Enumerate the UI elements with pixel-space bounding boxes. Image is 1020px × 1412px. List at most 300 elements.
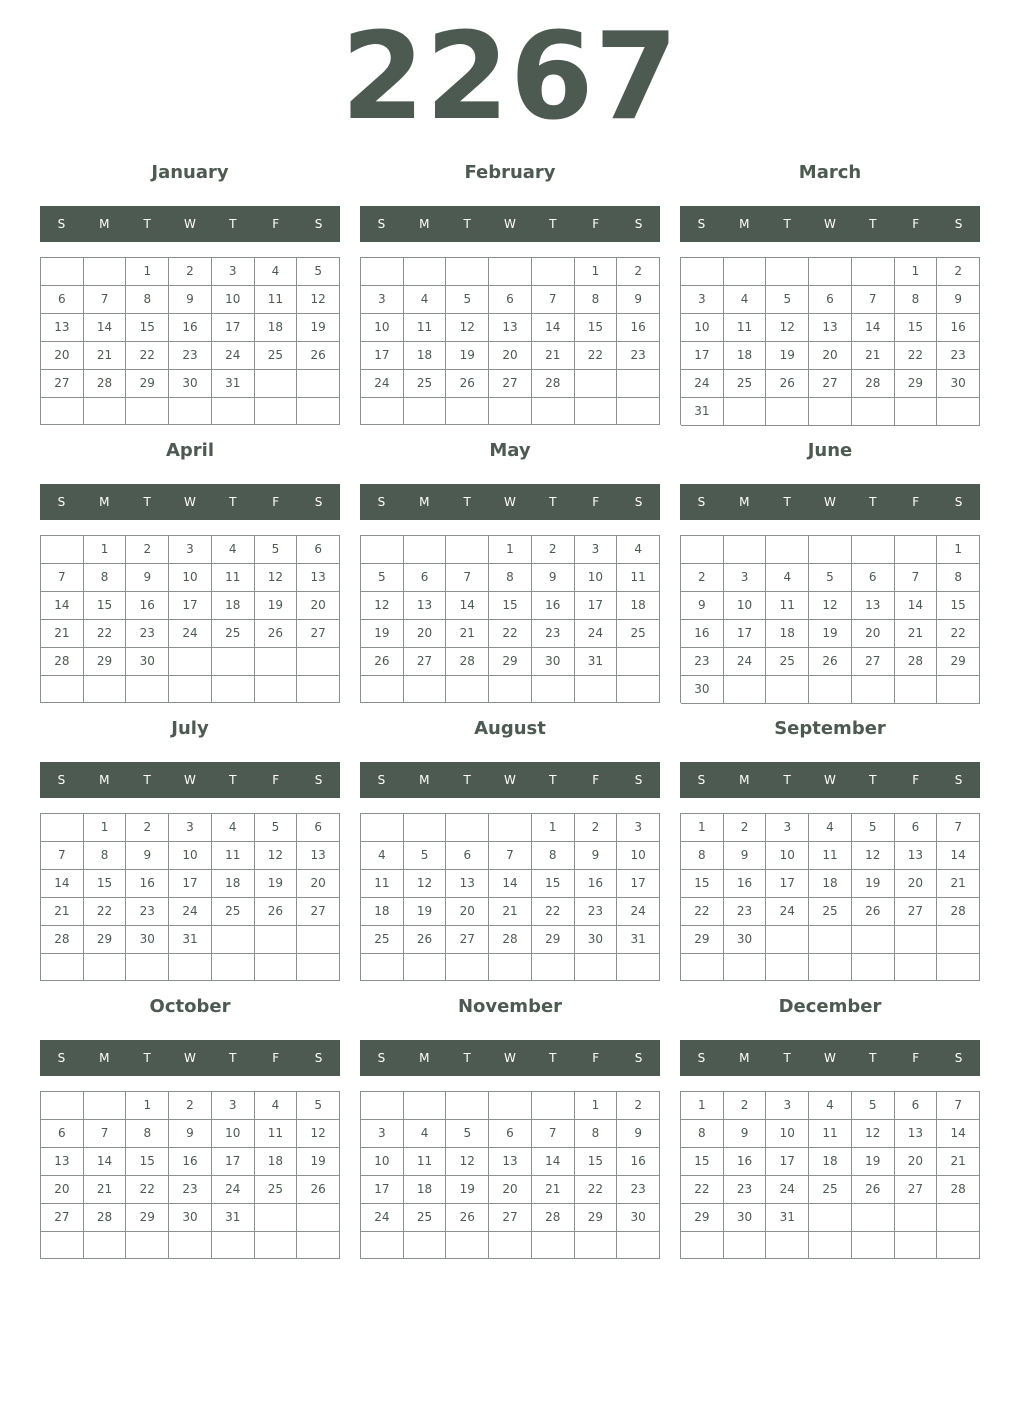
- day-cell: 25: [212, 620, 255, 648]
- day-cell: 22: [681, 1176, 724, 1204]
- month-name: November: [457, 996, 563, 1017]
- day-cell: [169, 676, 212, 703]
- day-cell: [852, 954, 895, 981]
- day-cell: 21: [41, 620, 84, 648]
- weekday-label: F: [912, 1051, 920, 1065]
- day-cell: 4: [212, 536, 255, 564]
- day-cell: 19: [852, 1148, 895, 1176]
- day-cell: [297, 676, 340, 703]
- weekday-label: M: [739, 773, 750, 787]
- day-cell: 14: [489, 870, 532, 898]
- weekday-label: T: [463, 1051, 471, 1065]
- weekday-label: S: [314, 217, 323, 231]
- day-cell: 15: [489, 592, 532, 620]
- day-cell: 22: [126, 342, 169, 370]
- day-cell: 25: [809, 1176, 852, 1204]
- day-cell: 28: [489, 926, 532, 954]
- weekday-label: M: [99, 495, 110, 509]
- day-cell: 20: [446, 898, 489, 926]
- weekday-label: S: [634, 217, 643, 231]
- day-cell: 12: [809, 592, 852, 620]
- day-cell: [255, 926, 298, 954]
- day-cell: 17: [617, 870, 660, 898]
- day-cell: 6: [852, 564, 895, 592]
- day-cell: 30: [126, 926, 169, 954]
- day-cell: [617, 370, 660, 398]
- day-cell: 7: [489, 842, 532, 870]
- day-cell: 23: [126, 620, 169, 648]
- weekday-label: W: [824, 217, 836, 231]
- day-cell: 18: [212, 870, 255, 898]
- day-cell: 20: [489, 1176, 532, 1204]
- day-cell: 2: [126, 536, 169, 564]
- weekday-header: [360, 206, 660, 242]
- weekday-header: [40, 762, 340, 798]
- weekday-label: S: [377, 217, 386, 231]
- day-cell: 19: [852, 870, 895, 898]
- weekday-label: W: [184, 1051, 196, 1065]
- day-cell: [446, 1092, 489, 1120]
- day-cell: 3: [766, 814, 809, 842]
- day-cell: 20: [404, 620, 447, 648]
- day-cell: [169, 1232, 212, 1259]
- day-cell: 21: [852, 342, 895, 370]
- day-cell: [489, 398, 532, 425]
- day-cell: [852, 398, 895, 426]
- weekday-label: S: [57, 495, 66, 509]
- weekday-header: [360, 1040, 660, 1076]
- weekday-label: M: [419, 495, 430, 509]
- day-cell: [617, 648, 660, 676]
- day-cell: [937, 1204, 980, 1232]
- day-cell: 3: [169, 536, 212, 564]
- day-cell: [532, 1232, 575, 1259]
- day-cell: 26: [809, 648, 852, 676]
- day-cell: 9: [126, 564, 169, 592]
- day-cell: [84, 954, 127, 981]
- day-cell: [41, 814, 84, 842]
- day-cell: [361, 536, 404, 564]
- weekday-label: S: [954, 773, 963, 787]
- weekday-label: M: [99, 773, 110, 787]
- day-cell: 6: [41, 286, 84, 314]
- day-cell: [724, 536, 767, 564]
- day-cell: [852, 1232, 895, 1259]
- day-cell: 28: [41, 926, 84, 954]
- day-cell: 13: [41, 1148, 84, 1176]
- day-cell: [489, 954, 532, 981]
- day-cell: 12: [446, 314, 489, 342]
- day-cell: 24: [169, 620, 212, 648]
- weekday-label: T: [143, 217, 151, 231]
- month-name: July: [171, 718, 209, 739]
- day-grid: [680, 257, 980, 425]
- day-cell: [809, 954, 852, 981]
- day-cell: [446, 1232, 489, 1259]
- day-cell: 5: [297, 1092, 340, 1120]
- day-cell: [126, 676, 169, 703]
- day-cell: 14: [84, 1148, 127, 1176]
- day-cell: [895, 1232, 938, 1259]
- day-cell: [766, 676, 809, 704]
- day-cell: 9: [617, 1120, 660, 1148]
- day-cell: 12: [852, 842, 895, 870]
- day-cell: 16: [126, 592, 169, 620]
- day-cell: [937, 676, 980, 704]
- weekday-label: T: [783, 495, 791, 509]
- day-cell: 18: [404, 342, 447, 370]
- weekday-label: M: [419, 1051, 430, 1065]
- day-cell: 31: [766, 1204, 809, 1232]
- day-cell: [724, 398, 767, 426]
- weekday-label: F: [272, 217, 280, 231]
- day-cell: [766, 258, 809, 286]
- day-cell: 24: [766, 898, 809, 926]
- day-cell: [724, 258, 767, 286]
- day-cell: 17: [212, 1148, 255, 1176]
- day-cell: [41, 954, 84, 981]
- day-cell: [446, 954, 489, 981]
- day-cell: 2: [617, 1092, 660, 1120]
- day-cell: 11: [255, 286, 298, 314]
- day-cell: 8: [895, 286, 938, 314]
- weekday-label: S: [634, 773, 643, 787]
- day-cell: [297, 370, 340, 398]
- day-cell: 5: [852, 1092, 895, 1120]
- month-name: March: [798, 162, 862, 183]
- day-cell: 7: [852, 286, 895, 314]
- day-cell: 3: [724, 564, 767, 592]
- day-cell: [617, 676, 660, 703]
- day-cell: 26: [852, 898, 895, 926]
- weekday-label: S: [697, 495, 706, 509]
- day-cell: [575, 370, 618, 398]
- weekday-label: T: [549, 217, 557, 231]
- day-cell: 1: [489, 536, 532, 564]
- day-grid: [360, 257, 660, 425]
- weekday-label: S: [697, 1051, 706, 1065]
- day-cell: 16: [126, 870, 169, 898]
- day-cell: 25: [255, 1176, 298, 1204]
- day-cell: 5: [852, 814, 895, 842]
- day-cell: 2: [169, 258, 212, 286]
- day-cell: 29: [895, 370, 938, 398]
- day-cell: [41, 398, 84, 425]
- weekday-label: T: [143, 495, 151, 509]
- day-cell: [41, 1232, 84, 1259]
- weekday-header: [680, 762, 980, 798]
- weekday-label: T: [549, 1051, 557, 1065]
- day-cell: 26: [446, 370, 489, 398]
- day-cell: 18: [255, 1148, 298, 1176]
- day-cell: 6: [297, 814, 340, 842]
- day-cell: 24: [681, 370, 724, 398]
- weekday-label: F: [592, 773, 600, 787]
- day-cell: [361, 1092, 404, 1120]
- day-cell: [489, 814, 532, 842]
- weekday-label: S: [57, 1051, 66, 1065]
- day-cell: [489, 676, 532, 703]
- day-cell: [41, 258, 84, 286]
- weekday-label: T: [549, 495, 557, 509]
- day-cell: 17: [724, 620, 767, 648]
- day-grid: [360, 813, 660, 981]
- day-cell: [297, 926, 340, 954]
- day-cell: 25: [212, 898, 255, 926]
- day-cell: 9: [724, 1120, 767, 1148]
- day-cell: 23: [724, 898, 767, 926]
- day-cell: 11: [617, 564, 660, 592]
- day-cell: 30: [724, 926, 767, 954]
- day-cell: 25: [766, 648, 809, 676]
- day-cell: 20: [809, 342, 852, 370]
- day-cell: [575, 676, 618, 703]
- day-cell: 10: [724, 592, 767, 620]
- day-cell: [84, 1232, 127, 1259]
- day-cell: [617, 954, 660, 981]
- day-cell: [766, 954, 809, 981]
- day-cell: 17: [361, 342, 404, 370]
- day-cell: 16: [169, 314, 212, 342]
- weekday-label: T: [783, 217, 791, 231]
- day-cell: 21: [446, 620, 489, 648]
- day-cell: [617, 398, 660, 425]
- day-cell: 23: [169, 1176, 212, 1204]
- day-cell: 12: [297, 286, 340, 314]
- day-cell: 6: [895, 814, 938, 842]
- day-cell: 27: [489, 1204, 532, 1232]
- day-cell: 24: [212, 342, 255, 370]
- day-cell: [297, 1204, 340, 1232]
- day-cell: [532, 258, 575, 286]
- day-cell: 29: [84, 926, 127, 954]
- day-cell: [255, 398, 298, 425]
- weekday-label: M: [419, 217, 430, 231]
- day-cell: 9: [681, 592, 724, 620]
- day-cell: 25: [617, 620, 660, 648]
- day-cell: [895, 398, 938, 426]
- day-cell: 9: [126, 842, 169, 870]
- day-cell: 4: [809, 814, 852, 842]
- day-cell: 23: [617, 342, 660, 370]
- day-cell: 29: [575, 1204, 618, 1232]
- day-cell: [809, 676, 852, 704]
- day-cell: [255, 676, 298, 703]
- day-cell: [297, 1232, 340, 1259]
- day-cell: 22: [895, 342, 938, 370]
- day-cell: 24: [766, 1176, 809, 1204]
- day-cell: 21: [937, 1148, 980, 1176]
- weekday-label: T: [783, 773, 791, 787]
- weekday-label: S: [314, 1051, 323, 1065]
- day-cell: 3: [212, 1092, 255, 1120]
- day-cell: [895, 536, 938, 564]
- day-cell: 28: [84, 370, 127, 398]
- day-grid: [360, 535, 660, 703]
- month-name: April: [165, 440, 215, 461]
- day-cell: 2: [724, 814, 767, 842]
- day-cell: 4: [766, 564, 809, 592]
- day-cell: 7: [41, 564, 84, 592]
- day-cell: [766, 398, 809, 426]
- day-cell: 19: [766, 342, 809, 370]
- day-cell: [575, 1232, 618, 1259]
- day-cell: 9: [532, 564, 575, 592]
- day-cell: 9: [617, 286, 660, 314]
- day-cell: 16: [681, 620, 724, 648]
- day-cell: [724, 676, 767, 704]
- day-cell: 20: [41, 342, 84, 370]
- day-cell: 21: [895, 620, 938, 648]
- day-cell: [852, 1204, 895, 1232]
- day-cell: 15: [937, 592, 980, 620]
- day-cell: [809, 1232, 852, 1259]
- day-cell: 9: [575, 842, 618, 870]
- weekday-label: T: [783, 1051, 791, 1065]
- day-cell: 22: [84, 620, 127, 648]
- day-cell: [575, 398, 618, 425]
- day-cell: 21: [41, 898, 84, 926]
- day-cell: 10: [361, 1148, 404, 1176]
- day-cell: [361, 258, 404, 286]
- day-cell: 1: [532, 814, 575, 842]
- weekday-label: T: [229, 1051, 237, 1065]
- day-cell: [852, 676, 895, 704]
- day-cell: 23: [724, 1176, 767, 1204]
- day-cell: 15: [84, 870, 127, 898]
- month-name: September: [774, 718, 886, 739]
- weekday-label: T: [463, 773, 471, 787]
- weekday-header: [40, 1040, 340, 1076]
- day-cell: 29: [937, 648, 980, 676]
- weekday-label: M: [419, 773, 430, 787]
- weekday-label: M: [739, 1051, 750, 1065]
- day-cell: 26: [255, 898, 298, 926]
- day-cell: 19: [255, 592, 298, 620]
- day-cell: [255, 954, 298, 981]
- day-cell: 1: [681, 1092, 724, 1120]
- day-cell: 17: [212, 314, 255, 342]
- day-cell: 24: [361, 1204, 404, 1232]
- day-cell: 22: [532, 898, 575, 926]
- year-title: 2267: [341, 8, 679, 147]
- day-cell: 5: [446, 1120, 489, 1148]
- day-cell: 29: [532, 926, 575, 954]
- day-cell: [404, 676, 447, 703]
- day-cell: 15: [575, 1148, 618, 1176]
- day-cell: 23: [937, 342, 980, 370]
- day-cell: 2: [126, 814, 169, 842]
- day-cell: 25: [255, 342, 298, 370]
- day-cell: 30: [937, 370, 980, 398]
- day-cell: [404, 536, 447, 564]
- day-cell: 11: [404, 314, 447, 342]
- day-cell: 30: [126, 648, 169, 676]
- day-cell: [766, 926, 809, 954]
- day-cell: 26: [297, 1176, 340, 1204]
- day-cell: 11: [212, 564, 255, 592]
- weekday-label: W: [184, 495, 196, 509]
- day-cell: 18: [766, 620, 809, 648]
- day-cell: 26: [297, 342, 340, 370]
- day-cell: 12: [361, 592, 404, 620]
- day-cell: 11: [212, 842, 255, 870]
- weekday-label: T: [549, 773, 557, 787]
- day-cell: 29: [126, 1204, 169, 1232]
- day-cell: 11: [809, 842, 852, 870]
- day-cell: 4: [404, 1120, 447, 1148]
- day-cell: 28: [41, 648, 84, 676]
- day-cell: 16: [617, 314, 660, 342]
- day-cell: [532, 398, 575, 425]
- weekday-label: F: [592, 217, 600, 231]
- day-grid: [40, 535, 340, 703]
- day-cell: 12: [446, 1148, 489, 1176]
- day-cell: 10: [212, 286, 255, 314]
- weekday-header: [680, 1040, 980, 1076]
- day-cell: 8: [575, 1120, 618, 1148]
- day-cell: 20: [895, 870, 938, 898]
- day-cell: 7: [41, 842, 84, 870]
- day-cell: 19: [297, 314, 340, 342]
- day-cell: 27: [809, 370, 852, 398]
- day-cell: 12: [297, 1120, 340, 1148]
- day-cell: 18: [255, 314, 298, 342]
- day-cell: [361, 676, 404, 703]
- day-cell: 1: [895, 258, 938, 286]
- day-cell: 13: [809, 314, 852, 342]
- day-cell: 23: [532, 620, 575, 648]
- day-cell: 27: [489, 370, 532, 398]
- day-cell: 18: [212, 592, 255, 620]
- day-cell: 8: [937, 564, 980, 592]
- day-cell: 24: [575, 620, 618, 648]
- day-cell: 22: [575, 1176, 618, 1204]
- day-cell: 18: [617, 592, 660, 620]
- day-cell: 2: [532, 536, 575, 564]
- day-cell: 13: [489, 1148, 532, 1176]
- day-cell: [297, 398, 340, 425]
- day-cell: 27: [852, 648, 895, 676]
- day-cell: 17: [766, 870, 809, 898]
- day-cell: 21: [489, 898, 532, 926]
- weekday-label: F: [272, 495, 280, 509]
- day-cell: 10: [766, 1120, 809, 1148]
- day-cell: 3: [766, 1092, 809, 1120]
- day-cell: 15: [895, 314, 938, 342]
- day-cell: 31: [169, 926, 212, 954]
- day-cell: 4: [617, 536, 660, 564]
- weekday-label: F: [912, 495, 920, 509]
- day-cell: [681, 1232, 724, 1259]
- day-cell: 6: [404, 564, 447, 592]
- weekday-header: [360, 762, 660, 798]
- day-cell: 21: [532, 1176, 575, 1204]
- day-cell: 20: [41, 1176, 84, 1204]
- day-cell: 4: [809, 1092, 852, 1120]
- weekday-header: [680, 206, 980, 242]
- day-cell: [937, 398, 980, 426]
- weekday-label: M: [99, 217, 110, 231]
- day-cell: 10: [169, 842, 212, 870]
- weekday-label: W: [504, 217, 516, 231]
- day-cell: 7: [532, 1120, 575, 1148]
- day-cell: [169, 398, 212, 425]
- month-name: May: [489, 440, 531, 461]
- day-cell: 3: [575, 536, 618, 564]
- day-cell: 20: [852, 620, 895, 648]
- weekday-header: [360, 484, 660, 520]
